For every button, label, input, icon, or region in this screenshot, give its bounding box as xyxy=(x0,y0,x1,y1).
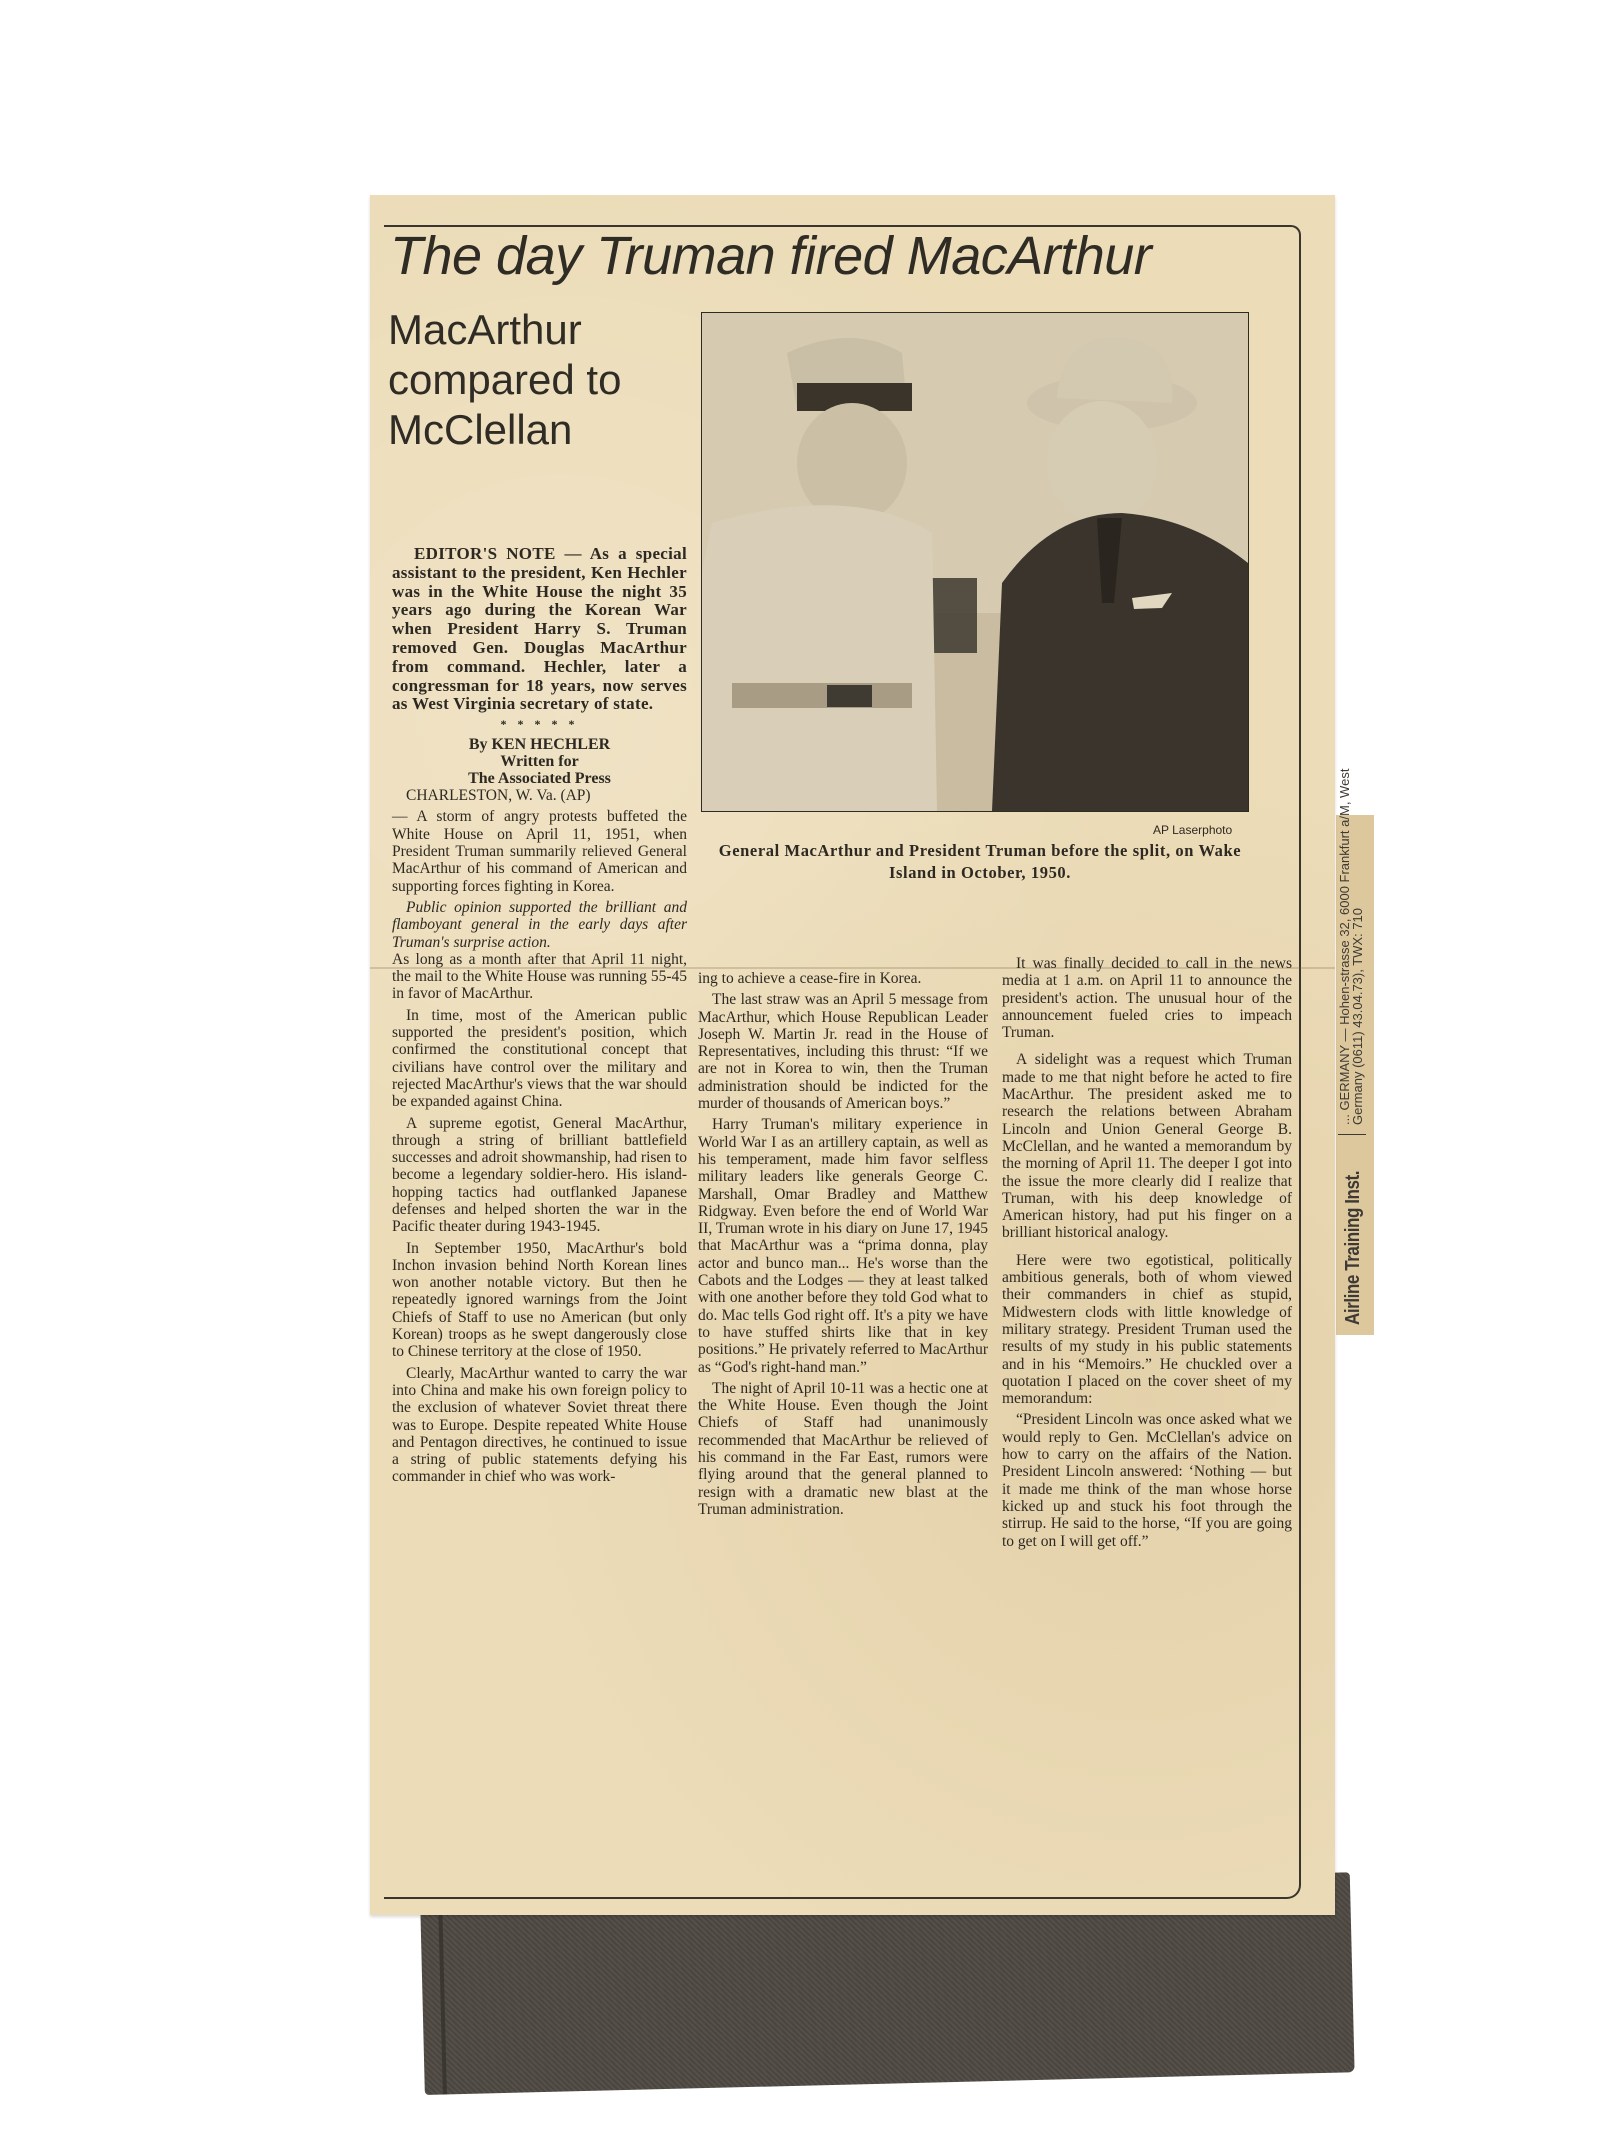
side-clipping xyxy=(1336,768,1374,1335)
side-clipping-address: ... GERMANY — Hohen-strasse 32, 6000 Frankfurt a/M, West Germany (0611) 43.04.73), TWX: 710 xyxy=(1337,768,1365,1125)
paragraph: Public opinion supported the brilliant and flamboyant general in the early days after Truman's surprise action. xyxy=(392,898,687,951)
book-spine xyxy=(438,1894,447,2094)
paragraph: — A storm of angry protests buffeted the White House on April 11, 1951, when President Truman summarily relieved General MacArthur of his command of American and supporting forces fighting in Korea. xyxy=(392,808,687,895)
column-2 xyxy=(698,970,988,1518)
paragraph: In time, most of the American public supported the president's position, which confirmed the constitutional concept that civilians have control over the military and rejected MacArthur's views that the war should be expanded against China. xyxy=(392,1006,687,1111)
column-3 xyxy=(1002,955,1292,1550)
photo-credit: AP Laserphoto xyxy=(1153,823,1233,837)
paragraph: The last straw was an April 5 message from MacArthur, which House Republican Leader Joseph W. Martin Jr. read in the House of Representatives, including this thrust: “If we are not in Korea to win, then the Truman administration should be indicted for the murder of thousands of American boys.” xyxy=(698,991,988,1113)
headline: The day Truman fired MacArthur xyxy=(390,226,1152,286)
photo-caption: General MacArthur and President Truman before the split, on Wake Island in October, 1950. xyxy=(718,841,1242,882)
paragraph: As long as a month after that April 11 night, the mail to the White House was running 55-45 in favor of MacArthur. xyxy=(392,950,687,1003)
side-clipping-divider xyxy=(1338,1134,1366,1135)
side-clipping-name: Airline Training Inst. xyxy=(1342,1170,1364,1325)
byline: By KEN HECHLER Written for The Associated Press xyxy=(468,736,611,788)
paragraph: It was finally decided to call in the news media at 1 a.m. on April 11 to announce the president's action. The unusual hour of the announcement fueled cries to impeach Truman. xyxy=(1002,955,1292,1042)
dateline: CHARLESTON, W. Va. (AP) xyxy=(406,787,591,805)
editors-note: EDITOR'S NOTE — As a special assistant to the president, Ken Hechler was in the White House the night 35 years ago during the Korean War when President Harry S. Truman removed Gen. Douglas MacArthur from command. Hechler, later a congressman for 18 years, now serves as West Virginia secretary of state. xyxy=(392,544,687,714)
paragraph: Here were two egotistical, politically ambitious generals, both of whom viewed their commanders in chief as stupid, Midwestern clods with little knowledge of military strategy. President Truman used the results of my study in his public statements and in his “Memoirs.” He chuckled over a quotation I placed on the cover sheet of my memorandum: xyxy=(1002,1251,1292,1408)
paragraph: In September 1950, MacArthur's bold Inchon invasion behind North Korean lines won another notable victory. But then he repeatedly ignored warnings from the Joint Chiefs of Staff to use no American (but only Korean) troops as he swept dangerously close to Chinese territory at the close of 1950. xyxy=(392,1239,687,1361)
photo-macarthur-truman-icon xyxy=(702,313,1248,811)
paragraph: Harry Truman's military experience in World War I as an artillery captain, as well as his temperament, made him favor selfless military leaders like generals George C. Marshall, Omar Bradley and Matthew Ridgway. Even before the end of World War II, Truman wrote in his diary on June 17, 1945 that MacArthur was a “prima donna, play actor and bunco man... He's worse than the Cabots and the Lodges — they at least talked with one another before they told God what to do. Mac tells God right off. It's a pity we have to have stuffed shirts like that in key positions.” He privately referred to MacArthur as “God's right-hand man.” xyxy=(698,1116,988,1376)
column-1 xyxy=(392,545,687,1486)
separator: * * * * * xyxy=(500,717,579,732)
paragraph: A sidelight was a request which Truman made to me that night before he acted to fire MacArthur. The president asked me to research the relations between Abraham Lincoln and Union General George B. McClellan, and he wanted a memorandum by the morning of April 11. The deeper I got into the issue the more clearly did I realize that Truman, with his deep knowledge of American history, had put his finger on a brilliant historical analogy. xyxy=(1002,1051,1292,1242)
paragraph: Clearly, MacArthur wanted to carry the war into China and make his own foreign policy to the exclusion of whatever Soviet threat there was to Europe. Despite repeated White House and Pentagon directives, he continued to issue a string of public statements defying his commander in chief who was work- xyxy=(392,1364,687,1486)
newspaper-clipping xyxy=(370,195,1335,1915)
paragraph: “President Lincoln was once asked what we would reply to Gen. McClellan's advice on how to carry on the affairs of the Nation. President Lincoln answered: ‘Nothing — but it made me think of the man whose horse kicked up and stuck his foot through the stirrup. He said to the horse, “If you are going to get on I will get off.” xyxy=(1002,1411,1292,1550)
paragraph: The night of April 10-11 was a hectic one at the White House. Even though the Joint Chiefs of Staff had unanimously recommended that MacArthur be relieved of his command in the Far East, rumors were flying around that the general planned to resign with a dramatic new blast at the Truman administration. xyxy=(698,1379,988,1518)
paragraph: A supreme egotist, General MacArthur, through a string of brilliant battlefield successes and adroit showmanship, had risen to become a legendary soldier-hero. His island-hopping tactics had outflanked Japanese defenses and helped shorten the war in the Pacific theater during 1943-1945. xyxy=(392,1114,687,1236)
paragraph: ing to achieve a cease-fire in Korea. xyxy=(698,970,922,987)
subhead: MacArthur compared to McClellan xyxy=(388,306,622,453)
news-photo xyxy=(701,312,1249,812)
